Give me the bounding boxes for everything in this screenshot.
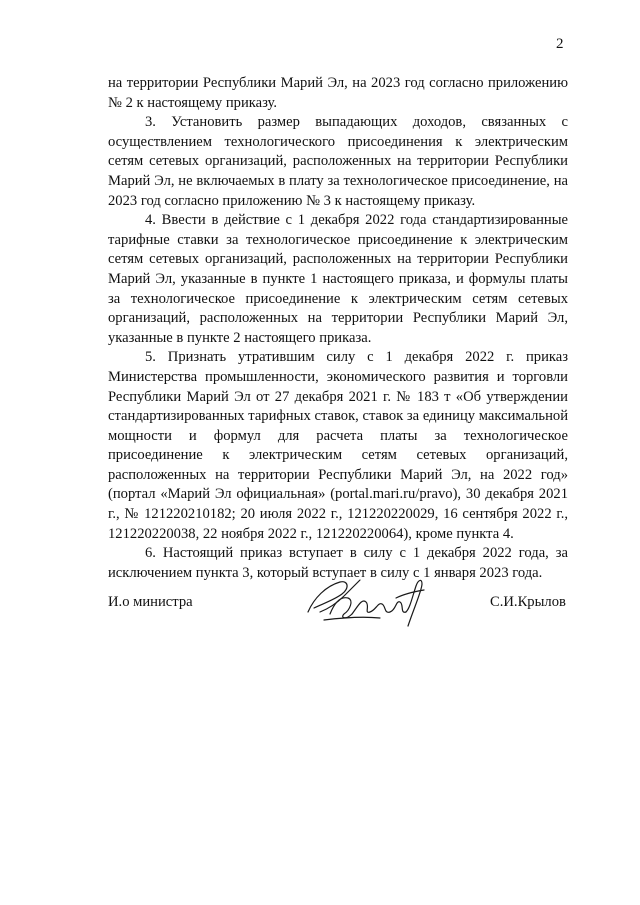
paragraph-item-5: 5. Признать утратившим силу с 1 декабря 2022 г. приказ Министерства промышленности, экономического развития и торговли Республики Марий Эл от 27 декабря 2021 г. № 183 т «Об утверждении стандартизированных тарифных ставок, ставок за единицу максимальной мощности и формул для расчета платы за технологическое присоединение к электрическим сетям сетевых организаций, расположенных на территории Республики Марий Эл, на 2022 год» (портал «Марий Эл официальная» (portal.mari.ru/pravo), 30 декабря 2021 г., № 121220210182; 20 июля 2022 г., 121220220029, 16 сентября 2022 г., 121220220038, 22 ноября 2022 г., 121220220064), кроме пункта 4. [108,349,568,542]
paragraph-continuation: на территории Республики Марий Эл, на 2023 год согласно приложению № 2 к настоящему приказу. [108,75,568,111]
page-number: 2 [556,36,564,52]
document-body [108,74,568,583]
signatory-name: С.И.Крылов [490,594,566,610]
handwritten-signature [300,568,430,634]
paragraph-item-3: 3. Установить размер выпадающих доходов, связанных с осуществлением технологического присоединения к электрическим сетям сетевых организаций, расположенных на территории Республики Марий Эл, не включаемых в плату за технологическое присоединение, на 2023 год согласно приложению № 3 к настоящему приказу. [108,114,568,209]
paragraph-item-4: 4. Ввести в действие с 1 декабря 2022 года стандартизированные тарифные ставки за технологическое присоединение к электрическим сетям сетевых организаций, расположенных на территории Республики Марий Эл, указанные в пункте 1 настоящего приказа, и формулы платы за технологическое присоединение к электрическим сетям сетевых организаций, расположенных на территории Республики Марий Эл, указанные в пункте 2 настоящего приказа. [108,212,568,346]
signature-block [0,568,640,638]
signatory-title: И.о министра [108,594,193,610]
paragraph-item-6: 6. Настоящий приказ вступает в силу с 1 декабря 2022 года, за исключением пункта 3, который вступает в силу с 1 января 2023 года. [108,545,568,581]
